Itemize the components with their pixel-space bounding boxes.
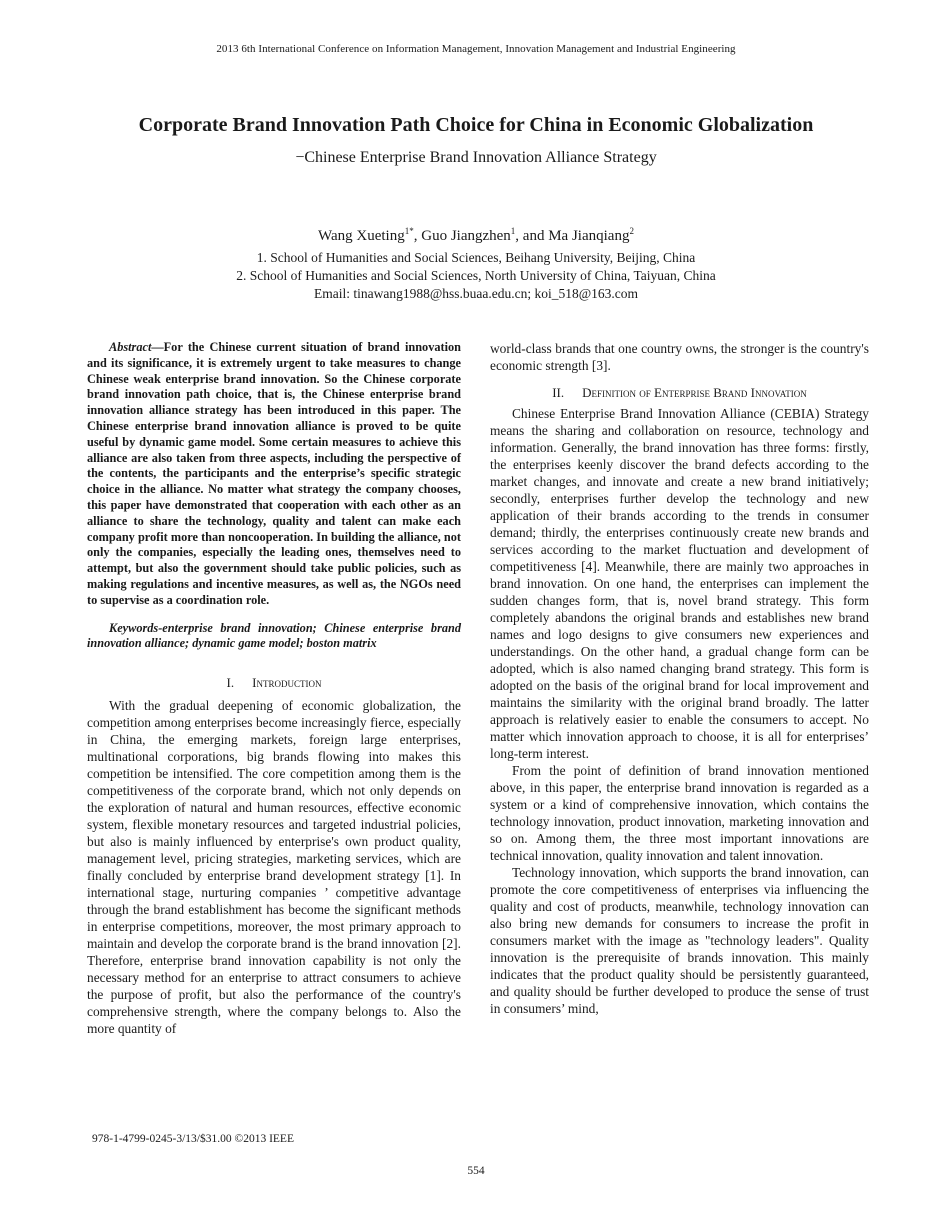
author-affil-mark: 1*	[404, 226, 414, 236]
author-affil-mark: 2	[629, 226, 634, 236]
page-number: 554	[467, 1165, 485, 1177]
definition-paragraph-3: Technology innovation, which supports the brand innovation, can promote the core competitiveness of enterprises via influencing the quality and cost of products, meanwhile, technology innovation can also bring new demands for consumers to increase the profit in consumers market with the image as "technology leaders". Quality innovation is the prerequisite of brands innovation. This mainly indicates that the product quality should be persistently guaranteed, and quality should be further developed to produce the sense of trust in consumers’ mind,	[490, 865, 869, 1016]
author-affil-mark: 1	[510, 226, 516, 236]
intro-paragraph: With the gradual deepening of economic globalization, the competition among enterprises become increasingly fierce, especially in China, the emerging markets, foreign large enterprises, multinational corporations, big brands flowing into makes this competition be intensified. The core competition among them is the competitiveness of the corporate brand, which not only depends on the exploration of natural and human resources, effective economic system, flexible monetary resources and targeted industrial policies, but also is mainly influenced by enterprise's own product quality, management level, pricing strategies, marketing services, which are finally concluded by enterprise brand development strategy [1]. In international stage, nurturing companies ’ competitive advantage through the brand establishment has become the significant methods in enterprise competitions, moreover, the most primary approach to maintain and develop the corporate brand is the brand innovation [2]. Therefore, enterprise brand innovation capability is not only the necessary method for an enterprise to attract consumers to achieve the purpose of profit, but also the performance of the country's comprehensive strength, where the company belongs to. Also the more quantity of	[87, 698, 461, 1037]
section-heading-definition	[490, 384, 869, 401]
section-heading-introduction	[87, 674, 461, 691]
abstract-label: Abstract	[109, 340, 152, 354]
abstract	[87, 340, 461, 609]
affiliation-1: 1. School of Humanities and Social Sciences, Beihang University, Beijing, China	[256, 250, 696, 265]
conference-header: 2013 6th International Conference on Information Management, Innovation Management and Industrial Engineering	[216, 43, 736, 55]
copyright-line: 978-1-4799-0245-3/13/$31.00 ©2013 IEEE	[92, 1133, 294, 1145]
author-list: Wang Xueting$^{1*}$, Guo Jiangzhen$^1$, and Ma Jianqiang$^2$	[318, 226, 634, 244]
author-name: Ma Jianqiang	[548, 228, 630, 244]
section-title: Introduction	[252, 675, 322, 691]
author-name: Guo Jiangzhen	[421, 228, 511, 244]
left-column	[87, 340, 461, 1037]
definition-paragraph-1: Chinese Enterprise Brand Innovation Alliance (CEBIA) Strategy means the sharing and collaboration on resource, technology and information. Generally, the brand innovation has three forms: firstly, the enterprises keenly discover the brand defects according to the market changes, and innovate and create a new brand initiatively; secondly, enterprises further develop the technology and new application of their brands according to the trends in consumer demand; thirdly, the enterprises continuously create new brands and services according to the market fluctuation and development of competitiveness [4]. Meanwhile, there are mainly two approaches in brand innovation. On one hand, the enterprises can implement the sudden changes form, that is, novel brand strategy. This form completely abandons the original brands and establishes new brand names and logo designs to give consumers new experiences and understandings. On the other hand, a gradual change form can be adopted, which is also named changing brand strategy. This form is adopted on the basis of the original brand for local improvement and maintains the similarity with the original brand broadly. The latter approach is relatively easier to enable the consumers to accept. No matter which innovation approach to choose, it is all for enterprises’ long-term interest.	[490, 406, 869, 761]
email-line: Email: tinawang1988@hss.buaa.edu.cn; koi_518@163.com	[313, 286, 639, 301]
continued-paragraph: world-class brands that one country owns, the stronger is the country's economic strength [3].	[490, 341, 869, 373]
paper-title: Corporate Brand Innovation Path Choice for China in Economic Globalization	[138, 114, 814, 136]
section-number: I.	[226, 675, 235, 691]
affiliation-2: 2. School of Humanities and Social Sciences, North University of China, Taiyuan, China	[236, 268, 716, 283]
section-number: II.	[552, 385, 565, 400]
abstract-text: —For the Chinese current situation of brand innovation and its significance, it is extremely urgent to take measures to change Chinese weak enterprise brand innovation. So the Chinese corporate brand innovation path choice, that is, the Chinese enterprise brand innovation alliance strategy has been introduced in this paper. The Chinese enterprise brand innovation alliance is proved to be quite useful by dynamic game model. Some certain measures to achieve this alliance are also taken from three aspects, including the perspective of the contents, the participants and the enterprise’s specific strategic choice in the alliance. No matter what strategy the company chooses, this paper have demonstrated that cooperation with each other as an alliance to share the technology, quality and talent can make each company profit more than noncooperation. In building the alliance, not only the companies, especially the leading ones, themselves need to attempt, but also the government should take public policies, such as making regulations and incentive measures, as well as, the NGOs need to supervise as a coordination role.	[87, 340, 461, 607]
definition-paragraph-2: From the point of definition of brand innovation mentioned above, in this paper, the enterprise brand innovation is regarded as a system or a kind of comprehensive innovation, which contains the technology innovation, product innovation, marketing innovation and so on. Among them, the three most important innovations are technical innovation, quality innovation and talent innovation.	[490, 763, 869, 863]
keywords: Keywords-enterprise brand innovation; Chinese enterprise brand innovation alliance; dynamic game model; boston matrix	[87, 620, 461, 651]
right-column	[490, 340, 869, 1017]
section-title: Definition of Enterprise Brand Innovation	[582, 385, 807, 400]
author-name: Wang Xueting	[318, 228, 405, 244]
paper-subtitle: −Chinese Enterprise Brand Innovation Alliance Strategy	[295, 149, 657, 166]
